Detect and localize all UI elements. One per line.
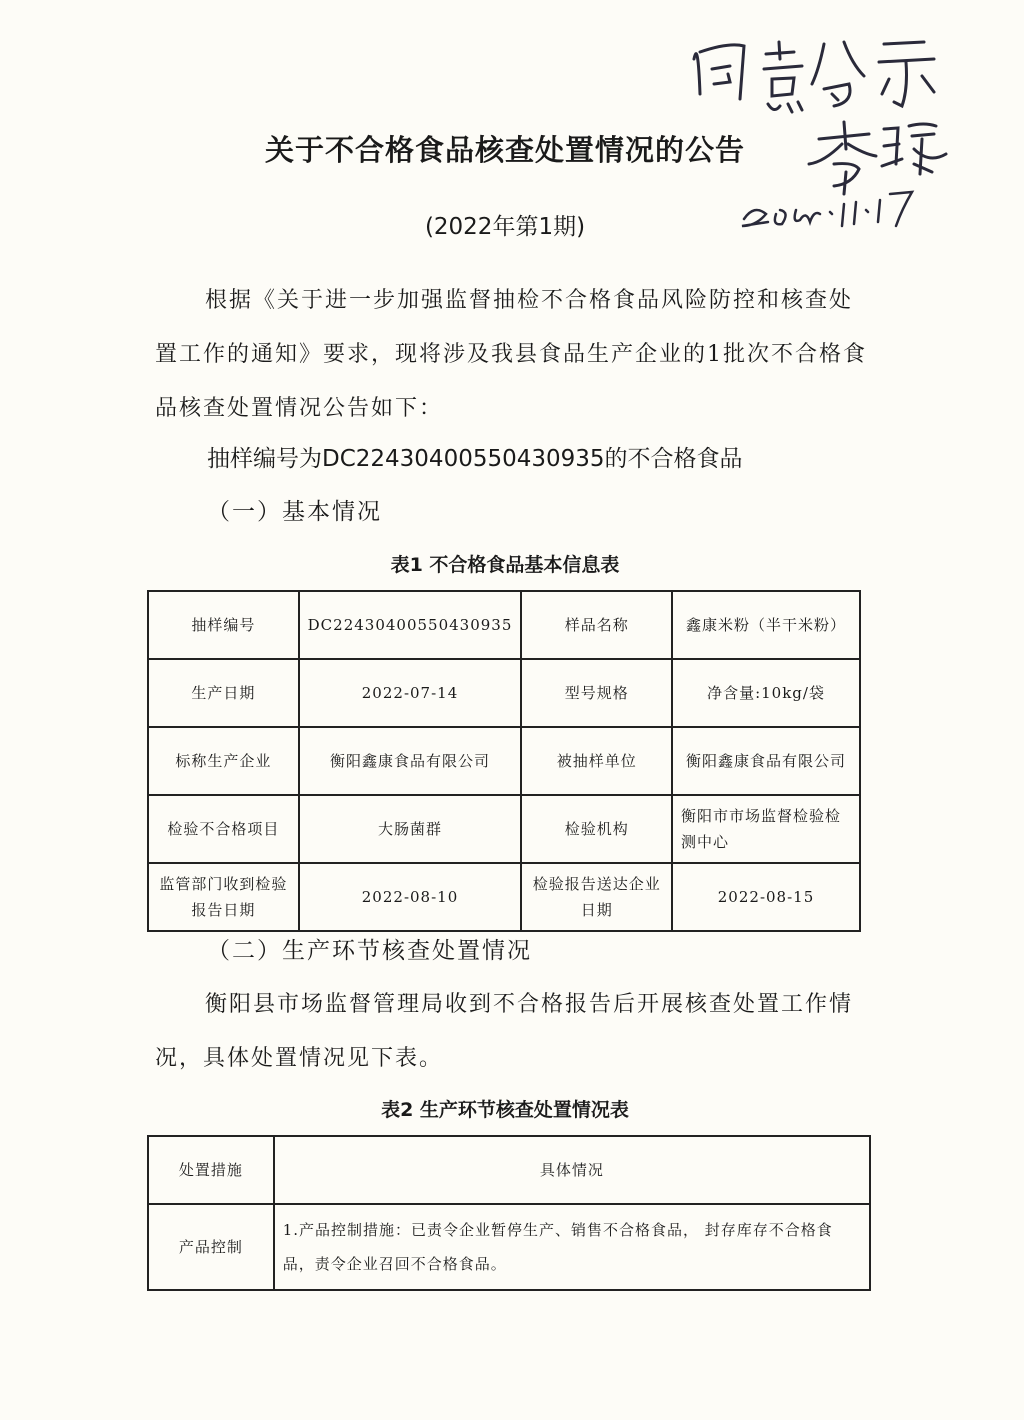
table-cell: 样品名称 xyxy=(521,591,672,659)
table-cell: 标称生产企业 xyxy=(148,727,299,795)
issue-number: (2022年第1期) xyxy=(424,214,586,240)
table-row xyxy=(148,795,860,863)
table1-caption: 表1 不合格食品基本信息表 xyxy=(390,554,620,576)
table-cell: 检验不合格项目 xyxy=(148,795,299,863)
table-row xyxy=(148,863,860,931)
table-cell: 1.产品控制措施：已责令企业暂停生产、销售不合格食品， 封存库存不合格食品，责令企业召回不合格食品。 xyxy=(274,1204,870,1290)
table-header-cell: 处置措施 xyxy=(148,1136,274,1204)
table-header-cell: 具体情况 xyxy=(274,1136,870,1204)
table-cell: 被抽样单位 xyxy=(521,727,672,795)
table-cell: 检验报告送达企业日期 xyxy=(521,863,672,931)
table-cell: 净含量:10kg/袋 xyxy=(672,659,860,727)
table-cell: 2022-07-14 xyxy=(299,659,522,727)
table-cell: 产品控制 xyxy=(148,1204,274,1290)
table-cell: DC22430400550430935 xyxy=(299,591,522,659)
handwritten-note xyxy=(694,42,934,112)
disposal-table xyxy=(147,1135,871,1291)
table-row xyxy=(148,1204,870,1290)
table-row xyxy=(148,727,860,795)
sample-heading: 抽样编号为DC22430400550430935的不合格食品 xyxy=(207,446,743,472)
table-row xyxy=(148,591,860,659)
page-title: 关于不合格食品核查处置情况的公告 xyxy=(264,133,745,167)
table-header-row xyxy=(148,1136,870,1204)
table-cell: 生产日期 xyxy=(148,659,299,727)
table-cell: 衡阳鑫康食品有限公司 xyxy=(672,727,860,795)
section-2-paragraph: 衡阳县市场监督管理局收到不合格报告后开展核查处置工作情况，具体处置情况见下表。 xyxy=(155,992,854,1071)
table2-caption: 表2 生产环节核查处置情况表 xyxy=(381,1099,629,1121)
section-2-heading: （二）生产环节核查处置情况 xyxy=(207,938,532,964)
table-cell: 监管部门收到检验报告日期 xyxy=(148,863,299,931)
table-cell: 鑫康米粉（半干米粉） xyxy=(672,591,860,659)
table-cell: 大肠菌群 xyxy=(299,795,522,863)
table-cell: 型号规格 xyxy=(521,659,672,727)
table-cell: 检验机构 xyxy=(521,795,672,863)
table-cell: 2022-08-10 xyxy=(299,863,522,931)
table-row xyxy=(148,659,860,727)
table-cell: 2022-08-15 xyxy=(672,863,860,931)
table-cell: 衡阳鑫康食品有限公司 xyxy=(299,727,522,795)
intro-paragraph: 根据《关于进一步加强监督抽检不合格食品风险防控和核查处置工作的通知》要求，现将涉及我县食品生产企业的1批次不合格食品核查处置情况公告如下： xyxy=(155,288,867,421)
section-1-heading: （一）基本情况 xyxy=(207,499,382,525)
basic-info-table xyxy=(147,590,861,932)
table-cell: 抽样编号 xyxy=(148,591,299,659)
table-cell: 衡阳市市场监督检验检测中心 xyxy=(672,795,860,863)
